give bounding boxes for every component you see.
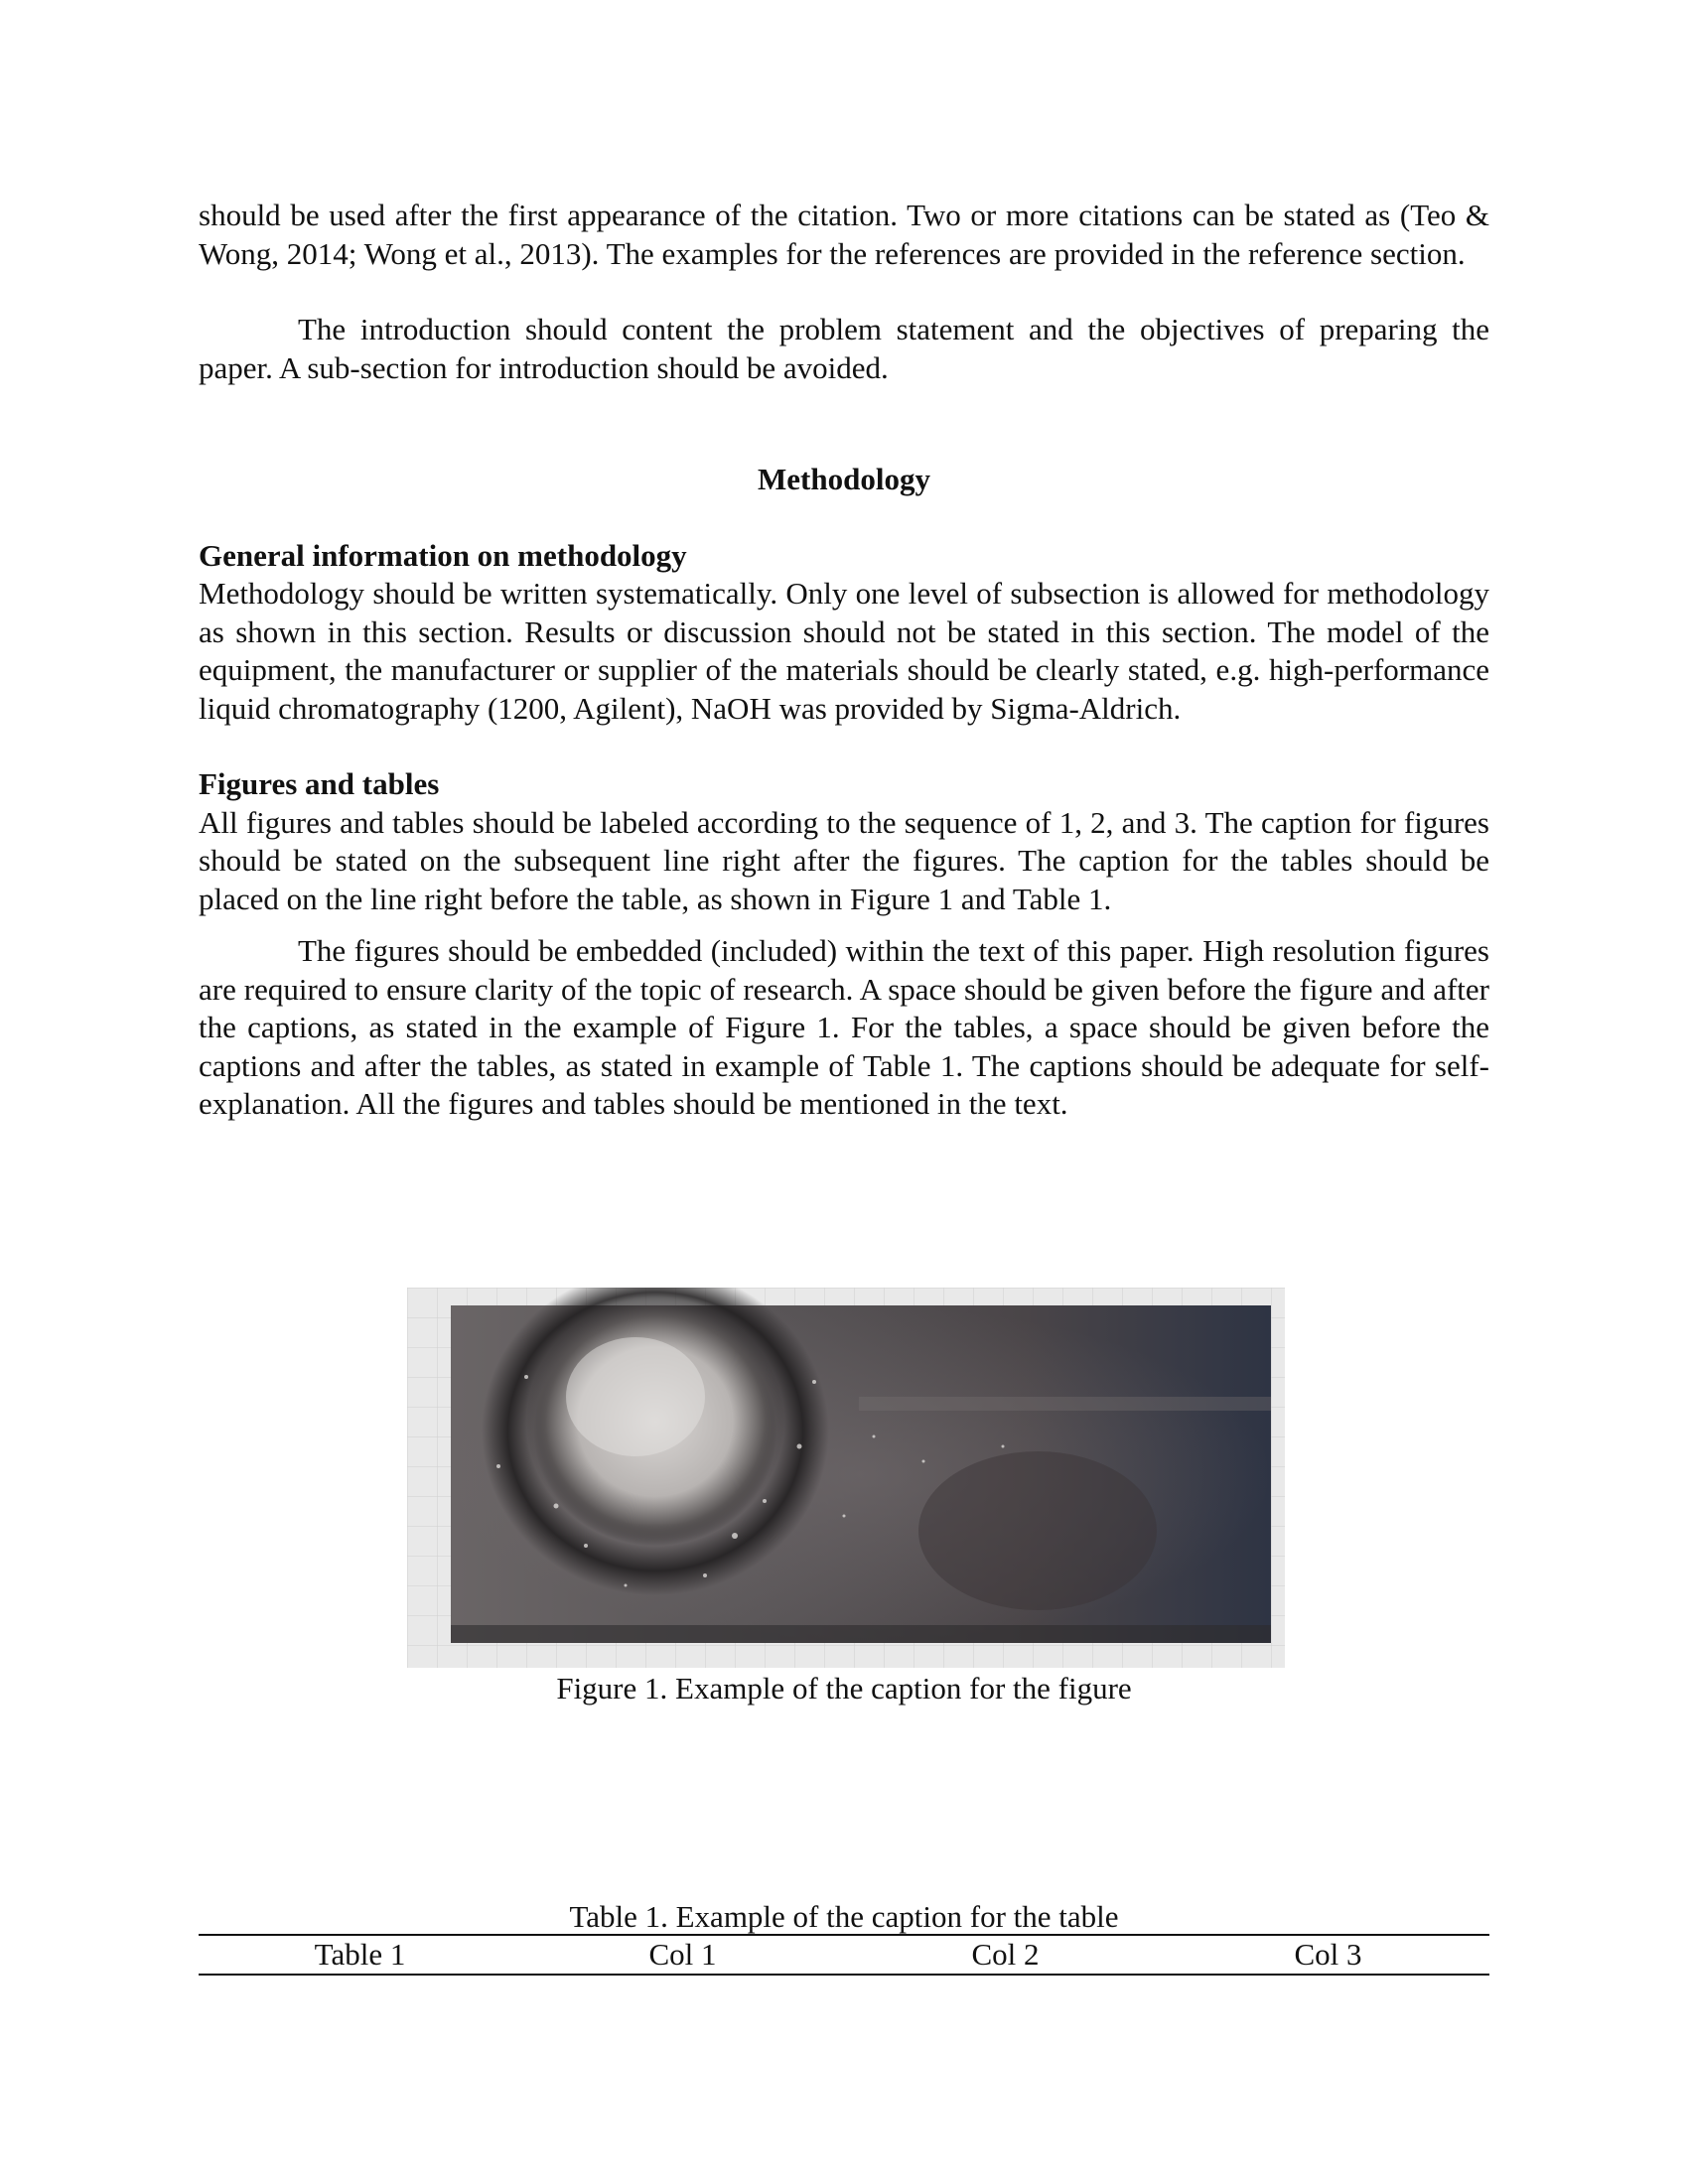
table-header-cell: Col 2 [971,1937,1040,1972]
specimen-photo-image [407,1288,1285,1668]
subheading-figures-and-tables: Figures and tables [199,766,440,801]
table-1 [199,1934,1489,1976]
general-information-paragraph: Methodology should be written systematically. Only one level of subsection is allowed for methodology as shown in this section. Results or discussion should not be stated in this section. The model of the equipment, the manufacturer or supplier of the materials should be clearly stated, e.g. high-performance liquid chromatography (1200, Agilent), NaOH was provided by Sigma-Aldrich. [199,576,1489,726]
figures-tables-paragraph-1: All figures and tables should be labeled according to the sequence of 1, 2, and 3. The caption for figures should be stated on the subsequent line right after the figures. The caption for the tables should be placed on the line right before the table, as shown in Figure 1 and Table 1. [199,804,1489,916]
subheading-general-information: General information on methodology [199,537,687,573]
figure-1-photo [407,1288,1285,1668]
figure-1-caption: Figure 1. Example of the caption for the figure [556,1671,1132,1706]
table-header-cell: Col 1 [648,1937,717,1972]
page-body [199,197,1489,1124]
figures-tables-paragraph-2: The figures should be embedded (included) within the text of this paper. High resolution figures are required to ensure clarity of the topic of research. A space should be given before the figure and after the captions, as stated in the example of Figure 1. For the tables, a space should be given before the captions and after the tables, as stated in example of Table 1. The captions should be adequate for self-explanation. All the figures and tables should be mentioned in the text. [199,933,1489,1121]
section-title-methodology: Methodology [758,462,930,496]
table-header-cell: Col 3 [1294,1937,1362,1972]
table-header-cell: Table 1 [314,1937,406,1972]
intro-paragraph-1: should be used after the first appearance of the citation. Two or more citations can be stated as (Teo & Wong, 2014; Wong et al., 2013). The examples for the references are provided in the reference section. [199,198,1489,271]
table-1-caption: Table 1. Example of the caption for the table [569,1899,1119,1934]
table-header-row [199,1935,1489,1975]
intro-paragraph-2: The introduction should content the problem statement and the objectives of preparing the paper. A sub-section for introduction should be avoided. [199,312,1489,385]
